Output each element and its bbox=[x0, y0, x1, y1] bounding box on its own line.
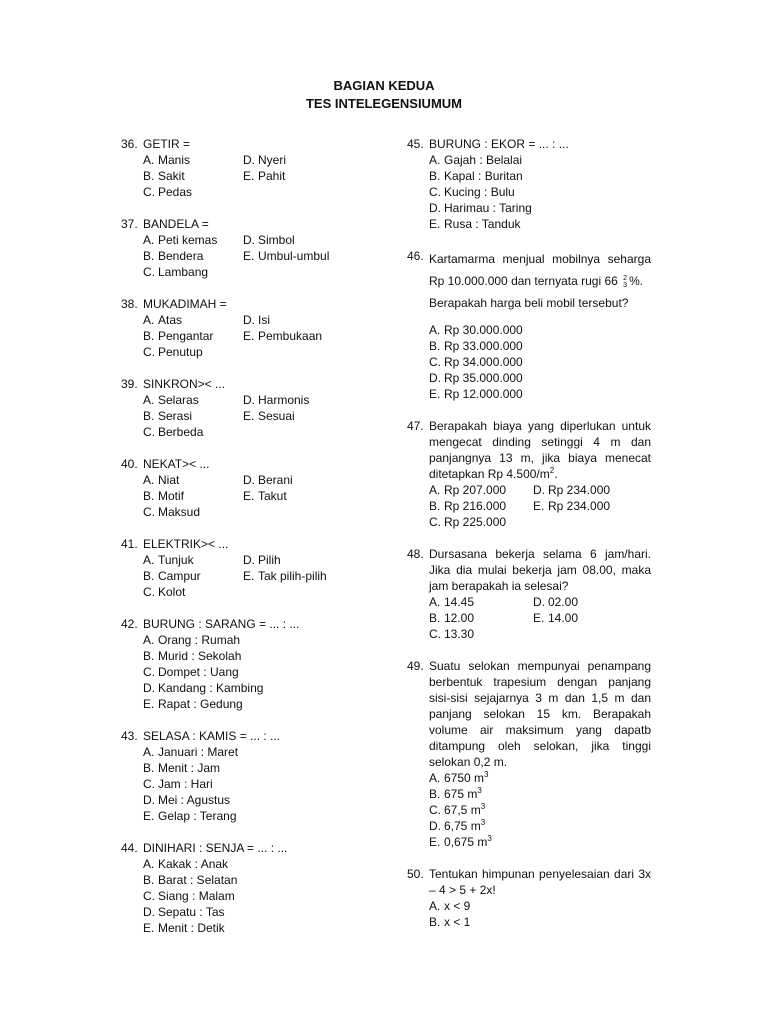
answer-option bbox=[143, 264, 243, 280]
option-letter: B. bbox=[143, 569, 155, 583]
option-letter: C. bbox=[429, 627, 441, 641]
option-letter: B. bbox=[429, 787, 441, 801]
option-letter: C. bbox=[429, 803, 441, 817]
answer-option bbox=[143, 424, 243, 440]
question-46 bbox=[407, 248, 651, 402]
answer-option bbox=[429, 354, 651, 370]
answer-option bbox=[429, 482, 533, 498]
options bbox=[143, 392, 391, 440]
option-text: Penutup bbox=[158, 345, 203, 359]
answer-option bbox=[143, 632, 391, 648]
answer-option bbox=[429, 322, 651, 338]
question-stem: MUKADIMAH = bbox=[143, 297, 227, 311]
option-letter: D. bbox=[143, 681, 155, 695]
question-38 bbox=[121, 296, 391, 360]
question-36 bbox=[121, 136, 391, 200]
option-text: Rp 12.000.000 bbox=[444, 387, 523, 401]
answer-option bbox=[143, 792, 391, 808]
option-text: Rp 30.000.000 bbox=[444, 323, 523, 337]
option-text: Kapal : Buritan bbox=[444, 169, 523, 183]
question-50 bbox=[407, 866, 651, 930]
question-37 bbox=[121, 216, 391, 280]
question-41 bbox=[121, 536, 391, 600]
answer-option bbox=[143, 872, 391, 888]
question-number: 39. bbox=[121, 377, 138, 391]
option-text: Sepatu : Tas bbox=[158, 905, 225, 919]
question-text: Dursasana bekerja selama 6 jam/hari. Jika dia mulai bekerja jam 08.00, maka jam berapakah ia selesai? bbox=[429, 547, 651, 593]
answer-option bbox=[143, 680, 391, 696]
question-text: Kartamarma menjual mobilnya seharga Rp 10.000.000 dan ternyata rugi 66 bbox=[429, 252, 651, 288]
option-text: Peti kemas bbox=[158, 233, 218, 247]
option-text: Serasi bbox=[158, 409, 193, 423]
answer-option bbox=[429, 626, 533, 642]
question-39 bbox=[121, 376, 391, 440]
option-letter: A. bbox=[143, 393, 155, 407]
question-45 bbox=[407, 136, 651, 232]
question-44 bbox=[121, 840, 391, 936]
option-text: Menit : Jam bbox=[158, 761, 221, 775]
option-text: Kolot bbox=[158, 585, 186, 599]
option-letter: B. bbox=[143, 761, 155, 775]
question-number: 47. bbox=[407, 419, 424, 433]
option-letter: E. bbox=[243, 409, 255, 423]
option-letter: B. bbox=[143, 409, 155, 423]
question-stem: BANDELA = bbox=[143, 217, 209, 231]
unit-exponent: 3 bbox=[480, 818, 486, 827]
option-text: Isi bbox=[258, 313, 270, 327]
option-letter: D. bbox=[243, 553, 255, 567]
answer-option bbox=[243, 328, 391, 344]
option-text: Dompet : Uang bbox=[158, 665, 239, 679]
question-stem: GETIR = bbox=[143, 137, 191, 151]
option-letter: C. bbox=[143, 185, 155, 199]
options bbox=[143, 312, 391, 360]
option-text: Sakit bbox=[158, 169, 185, 183]
option-text: Rapat : Gedung bbox=[158, 697, 243, 711]
option-letter: E. bbox=[143, 697, 155, 711]
answer-option bbox=[429, 834, 651, 850]
answer-option bbox=[243, 488, 391, 504]
answer-option bbox=[143, 584, 243, 600]
answer-option bbox=[143, 920, 391, 936]
option-letter: C. bbox=[143, 265, 155, 279]
option-letter: B. bbox=[429, 915, 441, 929]
option-letter: B. bbox=[429, 339, 441, 353]
answer-option bbox=[533, 610, 651, 626]
option-text: 13.30 bbox=[444, 627, 475, 641]
option-letter: B. bbox=[429, 499, 441, 513]
options bbox=[429, 770, 651, 850]
options bbox=[429, 898, 651, 930]
answer-option bbox=[429, 200, 651, 216]
option-letter: C. bbox=[429, 355, 441, 369]
option-letter: B. bbox=[143, 873, 155, 887]
question-stem: SINKRON>< ... bbox=[143, 377, 226, 391]
option-text: Simbol bbox=[258, 233, 295, 247]
answer-option bbox=[143, 568, 243, 584]
answer-option bbox=[143, 344, 243, 360]
option-text: Rp 33.000.000 bbox=[444, 339, 523, 353]
answer-option bbox=[533, 498, 651, 514]
option-text: Bendera bbox=[158, 249, 204, 263]
answer-option bbox=[243, 472, 391, 488]
left-column bbox=[121, 136, 391, 952]
answer-option bbox=[429, 184, 651, 200]
option-text: Niat bbox=[158, 473, 180, 487]
answer-option bbox=[429, 168, 651, 184]
option-text: Lambang bbox=[158, 265, 209, 279]
answer-option bbox=[143, 504, 243, 520]
answer-option bbox=[143, 152, 243, 168]
option-text: Mei : Agustus bbox=[158, 793, 231, 807]
option-letter: A. bbox=[429, 899, 441, 913]
option-text: Harimau : Taring bbox=[444, 201, 532, 215]
options bbox=[143, 744, 391, 824]
answer-option bbox=[429, 370, 651, 386]
answer-option bbox=[243, 392, 391, 408]
unit: m bbox=[474, 771, 485, 785]
answer-option bbox=[429, 338, 651, 354]
option-letter: D. bbox=[243, 233, 255, 247]
superscript: 2 bbox=[549, 466, 555, 475]
option-letter: A. bbox=[143, 313, 155, 327]
options bbox=[429, 152, 651, 232]
answer-option bbox=[243, 168, 391, 184]
option-letter: A. bbox=[143, 153, 155, 167]
question-47: 47. Berapakah biaya yang diperlukan untuk mengecat dinding setinggi 4 m dan panjangnya 13 m, jika biaya menecat ditetapkan Rp $4.500/m^2$. A. Rp 207.000 D. Rp 234.000 B. Rp 216.000 E. Rp 234.000 C. Rp 225.000 bbox=[407, 419, 651, 529]
option-letter: D. bbox=[243, 393, 255, 407]
option-text: x < 9 bbox=[444, 899, 471, 913]
question-text-suffix: %. bbox=[629, 274, 644, 288]
question-number: 49. bbox=[407, 659, 424, 673]
option-text: Manis bbox=[158, 153, 191, 167]
answer-option bbox=[243, 312, 391, 328]
option-letter: B. bbox=[143, 249, 155, 263]
unit-exponent: 3 bbox=[487, 834, 492, 843]
answer-option bbox=[143, 472, 243, 488]
option-letter: C. bbox=[143, 345, 155, 359]
question-number: 38. bbox=[121, 297, 138, 311]
answer-option bbox=[143, 168, 243, 184]
option-text: Gajah : Belalai bbox=[444, 153, 523, 167]
option-text: Menit : Detik bbox=[158, 921, 225, 935]
option-text: Barat : Selatan bbox=[158, 873, 238, 887]
question-text-2: Berapakah harga beli mobil tersebut? bbox=[429, 296, 629, 310]
question-40 bbox=[121, 456, 391, 520]
option-text: Rp 34.000.000 bbox=[444, 355, 523, 369]
question-stem: SELASA : KAMIS = ... : ... bbox=[143, 729, 281, 743]
answer-option bbox=[243, 152, 391, 168]
answer-option bbox=[143, 808, 391, 824]
option-text: x < 1 bbox=[444, 915, 471, 929]
option-text: Nyeri bbox=[258, 153, 287, 167]
option-text: Motif bbox=[158, 489, 185, 503]
option-text: Kucing : Bulu bbox=[444, 185, 515, 199]
option-text: Rp 225.000 bbox=[444, 515, 507, 529]
question-number: 37. bbox=[121, 217, 138, 231]
option-text: Rp 35.000.000 bbox=[444, 371, 523, 385]
options bbox=[143, 232, 391, 280]
options bbox=[429, 322, 651, 402]
option-text: 14.00 bbox=[548, 611, 579, 625]
answer-option bbox=[429, 514, 533, 530]
option-text: Rp 216.000 bbox=[444, 499, 507, 513]
option-text: 0,675 bbox=[444, 835, 475, 849]
option-text: Maksud bbox=[158, 505, 201, 519]
answer-option bbox=[429, 498, 533, 514]
answer-option bbox=[429, 770, 651, 786]
option-letter: A. bbox=[429, 483, 441, 497]
option-letter: E. bbox=[243, 489, 255, 503]
option-letter: E. bbox=[533, 499, 545, 513]
option-text: Kakak : Anak bbox=[158, 857, 229, 871]
option-text: Rp 207.000 bbox=[444, 483, 507, 497]
option-text: 6,75 bbox=[444, 819, 468, 833]
option-letter: D. bbox=[533, 595, 545, 609]
question-number: 41. bbox=[121, 537, 138, 551]
answer-option bbox=[243, 408, 391, 424]
answer-option bbox=[429, 594, 533, 610]
question-text: Suatu selokan mempunyai penampang berbentuk trapesium dengan panjang sisi-sisi sejajarnya 3 m dan 1,5 m dan panjang selokan 15 km. Berapakah volume air maksimum yang dapatb ditampung oleh selokan, jika tinggi selokan 0,2 m. bbox=[429, 659, 651, 769]
option-text: Pahit bbox=[258, 169, 286, 183]
option-text: Pilih bbox=[258, 553, 281, 567]
question-stem: BURUNG : SARANG = ... : ... bbox=[143, 617, 300, 631]
question-number: 50. bbox=[407, 867, 424, 881]
unit-exponent: 3 bbox=[484, 770, 489, 779]
question-number: 36. bbox=[121, 137, 138, 151]
question-number: 45. bbox=[407, 137, 424, 151]
option-letter: E. bbox=[243, 249, 255, 263]
question-text: Berapakah biaya yang diperlukan untuk mengecat dinding setinggi 4 m dan panjangnya 13 m, jika biaya menecat ditetapkan Rp 4.500/m bbox=[429, 419, 651, 481]
option-text: Tak pilih-pilih bbox=[258, 569, 327, 583]
option-letter: D. bbox=[243, 313, 255, 327]
answer-option bbox=[143, 232, 243, 248]
option-letter: A. bbox=[143, 553, 155, 567]
answer-option bbox=[429, 386, 651, 402]
options bbox=[143, 472, 391, 520]
question-text: Tentukan himpunan penyelesaian dari 3x – 4 > 5 + 2x! bbox=[429, 867, 651, 897]
option-text: Harmonis bbox=[258, 393, 310, 407]
options bbox=[429, 482, 651, 530]
question-number: 44. bbox=[121, 841, 138, 855]
option-letter: A. bbox=[429, 153, 441, 167]
option-letter: B. bbox=[429, 611, 441, 625]
options bbox=[143, 856, 391, 936]
unit-exponent: 3 bbox=[477, 786, 482, 795]
option-text: 12.00 bbox=[444, 611, 475, 625]
option-letter: E. bbox=[533, 611, 545, 625]
question-43 bbox=[121, 728, 391, 824]
options bbox=[143, 552, 391, 600]
options bbox=[429, 594, 651, 642]
answer-option bbox=[429, 216, 651, 232]
answer-option bbox=[143, 408, 243, 424]
option-letter: E. bbox=[143, 921, 155, 935]
question-48 bbox=[407, 546, 651, 642]
option-letter: B. bbox=[143, 169, 155, 183]
option-letter: C. bbox=[143, 585, 155, 599]
option-text: Rusa : Tanduk bbox=[444, 217, 521, 231]
option-letter: A. bbox=[143, 233, 155, 247]
option-text: Januari : Maret bbox=[158, 745, 239, 759]
option-letter: D. bbox=[429, 371, 441, 385]
answer-option bbox=[143, 856, 391, 872]
answer-option bbox=[429, 802, 651, 818]
option-text: 14.45 bbox=[444, 595, 475, 609]
question-stem: NEKAT>< ... bbox=[143, 457, 210, 471]
option-letter: C. bbox=[143, 505, 155, 519]
answer-option bbox=[243, 248, 391, 264]
answer-option bbox=[243, 232, 391, 248]
option-text: 675 bbox=[444, 787, 465, 801]
option-text: Pengantar bbox=[158, 329, 214, 343]
answer-option bbox=[429, 818, 651, 834]
option-letter: A. bbox=[429, 771, 441, 785]
option-text: Rp 234.000 bbox=[548, 499, 611, 513]
option-letter: A. bbox=[143, 633, 155, 647]
unit: m bbox=[477, 835, 488, 849]
question-number: 42. bbox=[121, 617, 138, 631]
option-letter: E. bbox=[243, 329, 255, 343]
right-column bbox=[407, 136, 651, 930]
answer-option bbox=[143, 312, 243, 328]
answer-option bbox=[143, 664, 391, 680]
answer-option bbox=[143, 776, 391, 792]
option-text: 67,5 bbox=[444, 803, 468, 817]
option-letter: C. bbox=[143, 889, 155, 903]
option-text: Jam : Hari bbox=[158, 777, 213, 791]
option-text: Orang : Rumah bbox=[158, 633, 241, 647]
question-number: 43. bbox=[121, 729, 138, 743]
option-text: Pedas bbox=[158, 185, 193, 199]
option-letter: B. bbox=[429, 169, 441, 183]
option-letter: E. bbox=[143, 809, 155, 823]
question-number: 40. bbox=[121, 457, 138, 471]
option-letter: C. bbox=[429, 185, 441, 199]
answer-option bbox=[533, 594, 651, 610]
option-letter: A. bbox=[143, 745, 155, 759]
section-title: BAGIAN KEDUA bbox=[333, 78, 435, 93]
option-text: Murid : Sekolah bbox=[158, 649, 242, 663]
option-letter: C. bbox=[429, 515, 441, 529]
option-letter: D. bbox=[243, 153, 255, 167]
answer-option bbox=[143, 392, 243, 408]
option-text: Rp 234.000 bbox=[548, 483, 611, 497]
question-number: 48. bbox=[407, 547, 424, 561]
option-text: Tunjuk bbox=[158, 553, 194, 567]
answer-option bbox=[143, 488, 243, 504]
option-letter: D. bbox=[243, 473, 255, 487]
option-letter: D. bbox=[429, 201, 441, 215]
option-letter: D. bbox=[533, 483, 545, 497]
answer-option bbox=[429, 786, 651, 802]
answer-option bbox=[143, 904, 391, 920]
option-letter: D. bbox=[143, 793, 155, 807]
unit: m bbox=[470, 803, 481, 817]
answer-option bbox=[243, 552, 391, 568]
option-letter: A. bbox=[429, 595, 441, 609]
option-letter: E. bbox=[243, 569, 255, 583]
option-text: Kandang : Kambing bbox=[158, 681, 264, 695]
option-letter: B. bbox=[143, 489, 155, 503]
answer-option bbox=[143, 760, 391, 776]
option-letter: E. bbox=[429, 387, 441, 401]
options bbox=[143, 632, 391, 712]
answer-option bbox=[143, 552, 243, 568]
answer-option bbox=[243, 568, 391, 584]
option-letter: D. bbox=[143, 905, 155, 919]
option-text: Sesuai bbox=[258, 409, 295, 423]
option-letter: C. bbox=[143, 777, 155, 791]
question-number: 46. bbox=[407, 249, 424, 263]
option-letter: C. bbox=[143, 665, 155, 679]
answer-option bbox=[143, 648, 391, 664]
answer-option bbox=[143, 888, 391, 904]
answer-option bbox=[143, 744, 391, 760]
answer-option bbox=[533, 482, 651, 498]
option-text: 02.00 bbox=[548, 595, 579, 609]
option-letter: A. bbox=[429, 323, 441, 337]
answer-option bbox=[143, 184, 243, 200]
option-text: Pembukaan bbox=[258, 329, 323, 343]
answer-option bbox=[143, 328, 243, 344]
option-letter: B. bbox=[143, 649, 155, 663]
option-text: Berani bbox=[258, 473, 293, 487]
question-stem: BURUNG : EKOR = ... : ... bbox=[429, 137, 569, 151]
answer-option bbox=[143, 696, 391, 712]
unit-exponent: 3 bbox=[480, 802, 486, 811]
option-text: Berbeda bbox=[158, 425, 204, 439]
option-text: 6750 bbox=[444, 771, 471, 785]
option-letter: E. bbox=[429, 835, 441, 849]
option-letter: A. bbox=[143, 473, 155, 487]
option-letter: E. bbox=[243, 169, 255, 183]
answer-option bbox=[429, 610, 533, 626]
option-letter: B. bbox=[143, 329, 155, 343]
option-text: Selaras bbox=[158, 393, 199, 407]
option-text: Siang : Malam bbox=[158, 889, 235, 903]
answer-option bbox=[429, 152, 651, 168]
option-text: Umbul-umbul bbox=[258, 249, 330, 263]
question-stem: DINIHARI : SENJA = ... : ... bbox=[143, 841, 288, 855]
question-49 bbox=[407, 658, 651, 850]
option-text: Gelap : Terang bbox=[158, 809, 237, 823]
option-text: Takut bbox=[258, 489, 287, 503]
fraction: 2 3 bbox=[623, 274, 628, 289]
option-text: Campur bbox=[158, 569, 201, 583]
option-letter: A. bbox=[143, 857, 155, 871]
answer-option bbox=[429, 898, 651, 914]
answer-option bbox=[143, 248, 243, 264]
option-text: Atas bbox=[158, 313, 183, 327]
section-subtitle: TES INTELEGENSIUMUM bbox=[305, 96, 462, 111]
options bbox=[143, 152, 391, 200]
answer-option bbox=[429, 914, 651, 930]
question-42 bbox=[121, 616, 391, 712]
option-letter: E. bbox=[429, 217, 441, 231]
question-stem: ELEKTRIK>< ... bbox=[143, 537, 229, 551]
option-letter: C. bbox=[143, 425, 155, 439]
option-letter: D. bbox=[429, 819, 441, 833]
unit: m bbox=[467, 787, 478, 801]
unit: m bbox=[470, 819, 481, 833]
